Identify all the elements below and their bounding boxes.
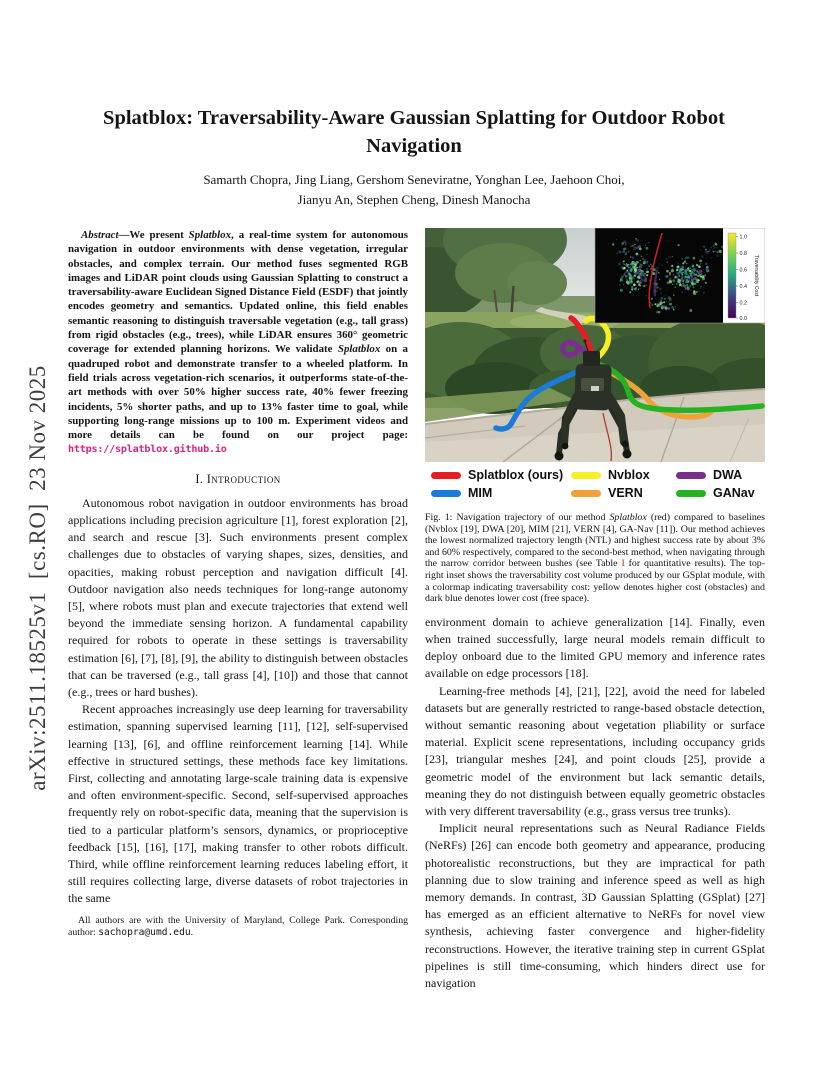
section-heading-introduction: I. Introduction <box>195 471 281 486</box>
legend-label: Nvblox <box>608 468 650 482</box>
legend-swatch-dwa <box>676 472 706 479</box>
legend-swatch-mim <box>431 490 461 497</box>
intro-paragraph-4: Learning-free methods [4], [21], [22], avoid the need for labeled datasets but are generally restricted to range-based obstacle detection, without semantic reasoning about vegetation pliability or surface material. Explicit scene representations, including occupancy grids [23], triangular meshes [24], and point clouds [25], provide a geometric model of the environment but lack semantic details, meaning they do not distinguish between equally geometric obstacles with very different traversability (e.g., grass versus tree trunks). <box>425 683 765 818</box>
email-link[interactable]: sachopra@umd.edu <box>98 926 191 938</box>
legend-swatch-ganav <box>676 490 706 497</box>
paper-title: Splatblox: Traversability-Aware Gaussian Splatting for Outdoor Robot Navigation <box>103 106 725 158</box>
colorbar-tick: 0.2 <box>739 300 747 307</box>
colorbar-tick: 1.0 <box>739 234 747 241</box>
table-ref-link[interactable]: I <box>621 558 625 570</box>
abstract-label: Abstract <box>81 229 119 241</box>
legend-item-vern <box>571 486 676 500</box>
footnote: All authors are with the University of Maryland, College Park. Corresponding author: sachopra@umd.edu. <box>68 914 408 938</box>
intro-paragraph-5: Implicit neural representations such as Neural Radiance Fields (NeRFs) [26] can encode both geometry and appearance, producing photorealistic reconstructions, but they are impractical for path planning due to slow training and inference speed as well as high memory demands. In contrast, 3D Gaussian Splatting (GSplat) [27] has emerged as an efficient alternative to NeRFs for novel view synthesis, achieving faster convergence and higher-fidelity reconstructions. However, the iterative training step in current GSplat pipelines is still time-consuming, which hinders direct use for navigation <box>425 821 765 991</box>
author-block <box>64 170 764 210</box>
splatblox-term: Splatblox <box>337 343 381 356</box>
legend-item-dwa <box>676 468 771 482</box>
figure-caption: Fig. 1: Navigation trajectory of our method Splatblox (red) compared to baselines (Nvblox [19], DWA [20], MIM [21], VERN [4], GA-Nav [11]). Our method achieves the lowest normalized trajectory length (NTL) and highest success rate by about 3% and 60% respectively, compared to the second-best method, when navigating through the narrow corridor between bushes (see Table I for quantitative results). The top-right inset shows the traversability cost volume produced by our GSplat module, with a colormap indicating traversability cost: yellow denotes higher cost (obstacles) and dark blue denotes lower cost (free space). <box>425 512 765 605</box>
legend-label: MIM <box>468 486 493 500</box>
intro-paragraph-2: Recent approaches increasingly use deep learning for traversability estimation, spanning supervised learning [11], [12], self-supervised learning [13], [6], and offline reinforcement learning [14]. While effective in structured settings, these methods face key limitations. First, collecting and annotating large-scale training data is expensive and often environment-specific. Second, self-supervised approaches frequently rely on robot-specific data, meaning that the supervision is tied to a particular platform’s sensors, dynamics, or proprioceptive feedback [15], [16], [17], making transfer to other robots difficult. Third, while offline reinforcement learning reduces labeling effort, it still requires collecting large, diverse datasets of robot trajectories in the same <box>68 702 408 906</box>
splatblox-term: Splatblox <box>188 229 232 241</box>
legend-swatch-nvblox <box>571 472 601 479</box>
abstract: Abstract—We present Splatblox, a real-time system for autonomous navigation in outdoor environments with dense vegetation, irregular obstacles, and complex terrain. Our method fuses segmented RGB images and LiDAR point clouds using Gaussian Splatting to construct a traversability-aware Euclidean Signed Distance Field (ESDF) that jointly encodes geometry and semantics. Updated online, this field enables semantic reasoning to distinguish traversable vegetation (e.g., tall grass) from rigid obstacles (e.g., trees), while LiDAR ensures 360° geometric coverage for extended planning horizons. We validate Splatblox on a quadruped robot and demonstrate transfer to a wheeled platform. In field trials across vegetation-rich scenarios, it outperforms state-of-the-art methods with over 50% higher success rate, 40% fewer freezing incidents, 5% shorter paths, and up to 13% faster time to goal, while supporting long-range missions up to 100 m. Experiment videos and more details can be found on our project page: https://splatblox.github.io <box>68 229 408 456</box>
arxiv-watermark: arXiv:2511.18525v1 [cs.RO] 23 Nov 2025 <box>25 365 50 791</box>
colorbar-tick: 0.4 <box>739 284 747 290</box>
legend-item-splatblox <box>431 468 571 482</box>
figure-photo <box>425 228 765 462</box>
legend-item-mim <box>431 486 571 500</box>
legend-label: Splatblox (ours) <box>468 468 564 482</box>
legend-label: GANav <box>713 486 755 500</box>
legend-label: VERN <box>608 486 643 500</box>
legend-swatch-vern <box>571 490 601 497</box>
legend-swatch-splatblox <box>431 472 461 479</box>
figure-1 <box>425 228 765 605</box>
figure-legend <box>425 462 765 507</box>
legend-label: DWA <box>713 468 743 482</box>
left-column <box>68 228 408 939</box>
intro-paragraph-1: Autonomous robot navigation in outdoor environments has broad applications including precision agriculture [1], forest exploration [2], and search and rescue [3]. Such environments present complex challenges due to obstacles of varying shapes, sizes, densities, and opacities, making robust perception and navigation difficult [4]. Outdoor navigation also needs techniques for long-range autonomy [5], where robots must plan and execute trajectories that extend well beyond the immediate sensing horizon. A fundamental capability required for robots to operate in these settings is traversability estimation [6], [7], [8], [9], the ability to distinguish between obstacles that can be traversed (e.g., tall grass [4], [10]) and those that cannot (e.g., trees or hard bushes). <box>68 495 408 699</box>
legend-item-nvblox <box>571 468 676 482</box>
authors-line-2: Jianyu An, Stephen Cheng, Dinesh Manocha <box>297 192 531 208</box>
colorbar-tick: 0.0 <box>739 316 747 322</box>
intro-paragraph-3: environment domain to achieve generalization [14]. Finally, even when trained successfully, large neural models remain difficult to deploy onboard due to the limited GPU memory and inference rates available on edge processors [18]. <box>425 614 765 681</box>
legend-item-ganav <box>676 486 771 500</box>
colorbar-label: Traversability Cost <box>753 254 759 297</box>
colorbar-tick: 0.6 <box>739 267 747 274</box>
colorbar-tick: 0.8 <box>739 251 747 257</box>
authors-line-1: Samarth Chopra, Jing Liang, Gershom Seneviratne, Yonghan Lee, Jaehoon Choi, <box>203 172 625 187</box>
right-column <box>425 228 765 992</box>
splatblox-term: Splatblox <box>609 512 647 523</box>
project-page-link[interactable]: https://splatblox.github.io <box>68 444 227 456</box>
traversability-inset <box>595 228 765 323</box>
